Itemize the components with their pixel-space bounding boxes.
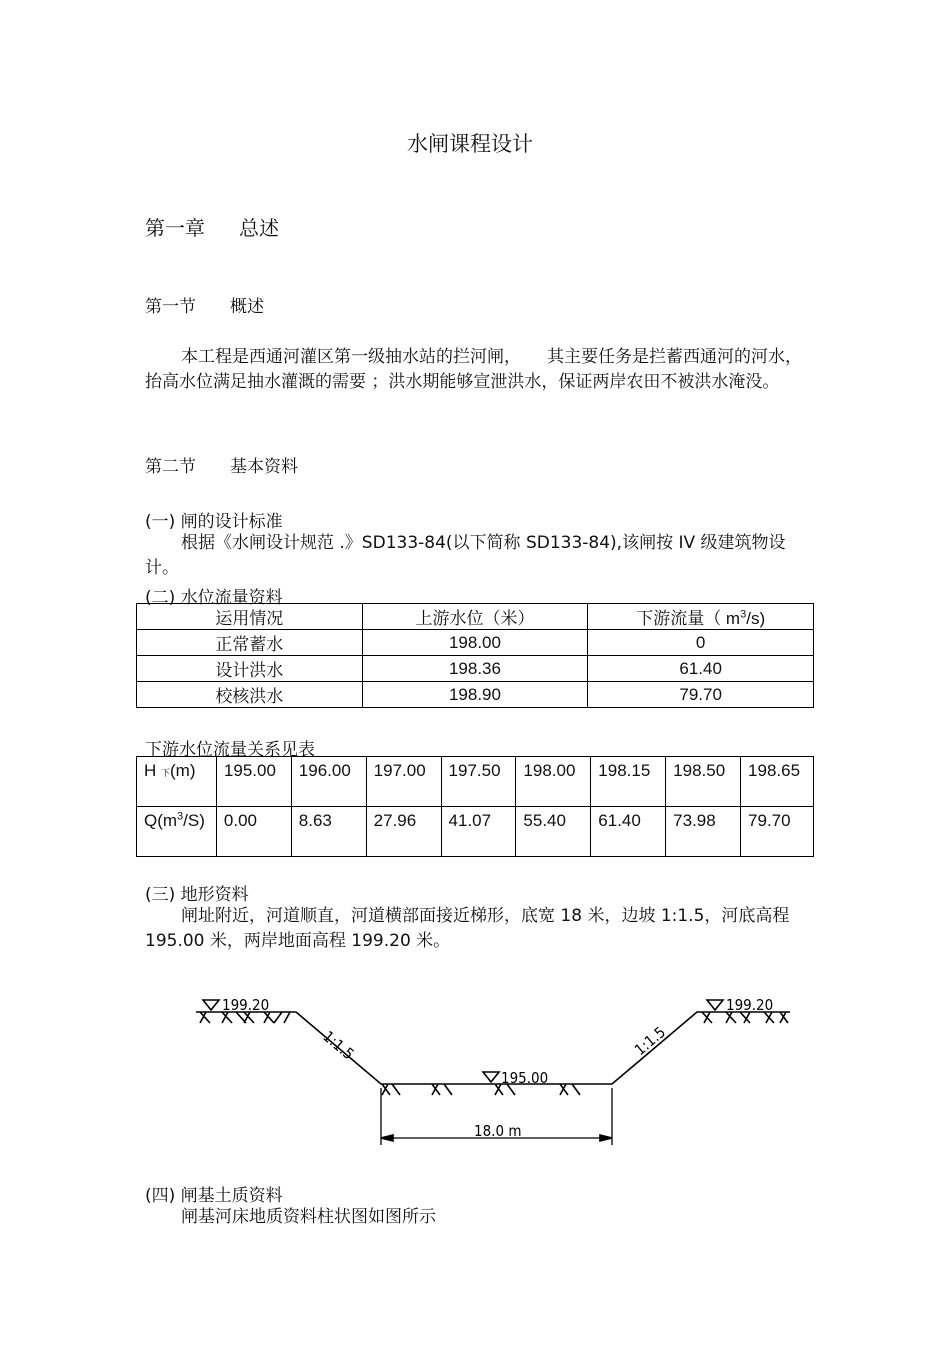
right-bank-level: 199.20	[726, 996, 774, 1014]
table-cell: 正常蓄水	[137, 630, 363, 656]
table-row	[137, 656, 814, 682]
h-row	[137, 757, 814, 807]
table-cell: 198.65	[741, 757, 814, 807]
water-level-triangle-bottom	[483, 1072, 499, 1082]
bed-level: 195.00	[501, 1069, 549, 1087]
left-bank-level: 199.20	[222, 996, 270, 1014]
chapter-number: 第一章	[145, 216, 205, 240]
channel-cross-section-diagram	[0, 980, 950, 1155]
table-cell: 0	[588, 630, 814, 656]
table-cell: 41.07	[441, 807, 516, 857]
table-cell: 197.00	[366, 757, 441, 807]
section-title: 概述	[230, 297, 264, 317]
water-level-triangle-left	[203, 1000, 219, 1010]
table-cell: 27.96	[366, 807, 441, 857]
document-title: 水闸课程设计	[407, 132, 533, 156]
table-cell: 198.00	[362, 630, 588, 656]
intro-part2: 其主要任务是拦蓄西通河的河水，抬高水位满足抽水灌溉的需要 ；洪水期能够宣泄洪水，保证两岸农田不被洪水淹没。	[145, 347, 802, 392]
item4-heading: (四) 闸基土质资料	[145, 1186, 283, 1206]
item1-text: 根据《水闸设计规范 .》SD133-84(以下简称 SD133-84),该闸按 IV 级建筑物设计。	[145, 533, 786, 578]
table-cell: 0.00	[216, 807, 291, 857]
intro-paragraph	[145, 345, 805, 395]
table-cell: 79.70	[588, 682, 814, 708]
table-cell: 196.00	[291, 757, 366, 807]
section-heading-overview	[145, 292, 264, 317]
item4-text: 闸基河床地质资料柱状图如图所示	[181, 1207, 436, 1227]
header-operation: 运用情况	[137, 604, 363, 630]
flow-table-header-row	[137, 604, 814, 630]
table-cell: 198.36	[362, 656, 588, 682]
h-label: H 下(m)	[137, 757, 217, 807]
item1-heading: (一) 闸的设计标准	[145, 512, 283, 532]
table-cell: 校核洪水	[137, 682, 363, 708]
table-cell: 8.63	[291, 807, 366, 857]
width-label: 18.0 m	[474, 1122, 522, 1140]
table-cell: 197.50	[441, 757, 516, 807]
flow-table	[136, 603, 814, 708]
table-cell: 79.70	[741, 807, 814, 857]
table-cell: 61.40	[588, 656, 814, 682]
bed-hatch	[382, 1084, 580, 1095]
item3-text: 闸址附近，河道顺直，河道横部面接近梯形，底宽 18 米，边坡 1:1.5，河底高程 195.00 米，两岸地面高程 199.20 米。	[145, 906, 790, 951]
channel-profile	[196, 1012, 790, 1084]
table-cell: 198.50	[666, 757, 741, 807]
table-row	[137, 630, 814, 656]
q-row	[137, 807, 814, 857]
table-cell: 73.98	[666, 807, 741, 857]
table-cell: 61.40	[591, 807, 666, 857]
relation-caption: 下游水位流量关系见表	[145, 740, 315, 760]
intro-part1: 本工程是西通河灌区第一级抽水站的拦河闸，	[181, 347, 521, 367]
table-cell: 195.00	[216, 757, 291, 807]
item3-heading: (三) 地形资料	[145, 885, 249, 905]
left-slope-label: 1:1.5	[319, 1027, 358, 1064]
chapter-heading	[145, 212, 279, 241]
water-level-triangle-right	[707, 1000, 723, 1010]
table-cell: 198.00	[516, 757, 591, 807]
table-cell: 设计洪水	[137, 656, 363, 682]
table-row	[137, 682, 814, 708]
q-label: $Q(m^3/S)$	[137, 807, 217, 857]
table-cell: 55.40	[516, 807, 591, 857]
section-title: 基本资料	[230, 457, 298, 477]
header-downstream-flow: 下游流量（ $m^3/s$)	[588, 604, 814, 630]
stage-discharge-table	[136, 756, 814, 857]
chapter-title: 总述	[239, 216, 279, 240]
table-cell: 198.15	[591, 757, 666, 807]
header-upstream-level: 上游水位（米）	[362, 604, 588, 630]
table-cell: 198.90	[362, 682, 588, 708]
section-heading-basic-data	[145, 452, 298, 477]
right-slope-label: 1:1.5	[631, 1023, 670, 1060]
item2-heading: (二) 水位流量资料	[145, 588, 283, 608]
section-number: 第二节	[145, 457, 196, 477]
section-number: 第一节	[145, 297, 196, 317]
